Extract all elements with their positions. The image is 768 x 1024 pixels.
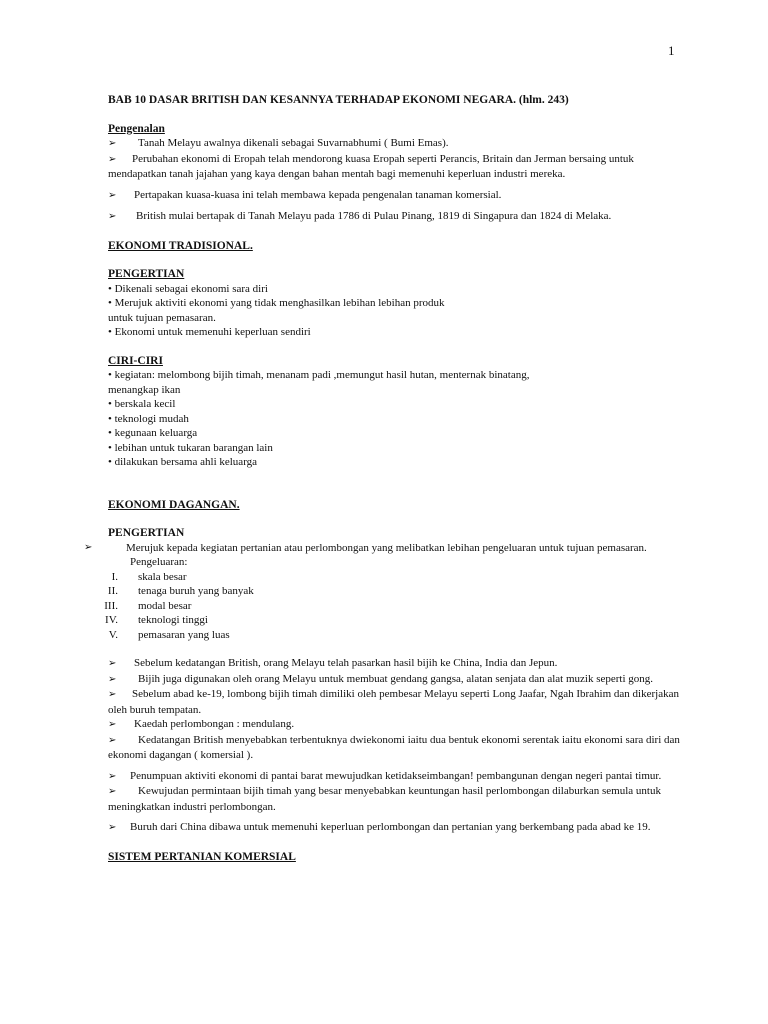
pengenalan-item: ➢ Pertapakan kuasa-kuasa ini telah membawa kepada pengenalan tanaman komersial. [108,188,688,204]
dagangan-definition: ➢ Merujuk kepada kegiatan pertanian atau perlombongan yang melibatkan lebihan pengeluaran untuk tujuan pemasaran. [84,541,647,554]
ciri-ciri-heading: CIRI-CIRI [108,354,163,367]
dagangan-pengertian-heading: PENGERTIAN [108,527,185,539]
dagangan-point: ➢ Buruh dari China dibawa untuk memenuhi keperluan perlombongan dan pertanian yang berkembang pada abad ke 19. [108,820,688,836]
pengertian-line: • Dikenali sebagai ekonomi sara diri [108,282,268,295]
arrow-bullet-icon: ➢ [108,189,117,201]
arrow-bullet-icon: ➢ [108,153,117,165]
arrow-bullet-icon: ➢ [108,719,117,730]
pengertian-line: untuk tujuan pemasaran. [108,311,216,324]
arrow-bullet-icon: ➢ [108,822,117,833]
ciri-line: • teknologi mudah [108,412,189,425]
pengenalan-heading: Pengenalan [108,122,165,135]
ekonomi-tradisional-heading: EKONOMI TRADISIONAL. [108,239,253,252]
arrow-bullet-icon: ➢ [108,138,117,149]
dagangan-point: ➢ Kaedah perlombongan : mendulang. [108,717,688,733]
sistem-pertanian-heading: SISTEM PERTANIAN KOMERSIAL [108,850,296,863]
dagangan-point: ➢ Bijih juga digunakan oleh orang Melayu untuk membuat gendang gangsa, alatan senjata dan alat muzik seperti gong. [108,672,688,688]
dagangan-point: ➢ Sebelum abad ke-19, lombong bijih timah dimiliki oleh pembesar Melayu seperti Long Jaafar, Ngah Ibrahim dan dikerjakan oleh buruh tempatan. [108,688,679,716]
arrow-bullet-icon: ➢ [84,541,93,553]
dagangan-point: ➢ Penumpuan aktiviti ekonomi di pantai barat mewujudkan ketidakseimbangan! pembangunan dengan negeri pantai timur. [108,769,688,785]
arrow-bullet-icon: ➢ [108,689,117,700]
pengeluaran-item: III. modal besar [104,599,192,612]
pengenalan-item: ➢ Perubahan ekonomi di Eropah telah mendorong kuasa Eropah seperti Perancis, Britain dan Jerman bersaing untuk mendapatkan tanah jajahan yang kaya dengan bahan mentah bagi memenuhi keperluan industri mereka. [108,152,634,180]
pengeluaran-item: IV. teknologi tinggi [105,614,208,626]
arrow-bullet-icon: ➢ [108,786,117,797]
arrow-bullet-icon: ➢ [108,673,117,685]
arrow-bullet-icon: ➢ [108,658,117,669]
ciri-line: • berskala kecil [108,398,176,410]
pengenalan-item: ➢ Tanah Melayu awalnya dikenali sebagai Suvarnabhumi ( Bumi Emas). [108,136,688,152]
pengeluaran-item: V. pemasaran yang luas [108,628,230,641]
ekonomi-dagangan-heading: EKONOMI DAGANGAN. [108,498,240,511]
ciri-line: • dilakukan bersama ahli keluarga [108,456,258,468]
dagangan-point: ➢ Sebelum kedatangan British, orang Melayu telah pasarkan hasil bijih ke China, India dan Jepun. [108,656,688,672]
pengertian-line: • Merujuk aktiviti ekonomi yang tidak menghasilkan lebihan lebihan produk [108,297,445,309]
document-title: BAB 10 DASAR BRITISH DAN KESANNYA TERHADAP EKONOMI NEGARA. (hlm. 243) [108,94,569,106]
page-number: 1 [668,43,675,58]
dagangan-point: ➢ Kedatangan British menyebabkan terbentuknya dwiekonomi iaitu dua bentuk ekonomi serentak iaitu ekonomi sara diri dan ekonomi dagangan ( komersial ). [108,733,680,761]
ciri-line: • kegunaan keluarga [108,427,198,439]
ciri-line: • kegiatan: melombong bijih timah, menanam padi ,memungut hasil hutan, menternak binatang, [108,369,530,381]
pengeluaran-item: II. tenaga buruh yang banyak [107,585,254,597]
pengertian-line: • Ekonomi untuk memenuhi keperluan sendiri [108,326,311,338]
pengertian-heading: PENGERTIAN [108,268,185,280]
arrow-bullet-icon: ➢ [108,770,117,782]
ciri-line: • lebihan untuk tukaran barangan lain [108,441,273,454]
document-body [84,93,688,864]
ciri-line: menangkap ikan [108,383,181,396]
dagangan-point: ➢ Kewujudan permintaan bijih timah yang besar menyebabkan keuntungan hasil perlombongan dilaburkan semula untuk meningkatkan industri perlombongan. [108,785,661,813]
pengeluaran-list [104,570,688,643]
arrow-bullet-icon: ➢ [108,211,117,222]
pengeluaran-label: Pengeluaran: [130,556,188,568]
pengeluaran-item: I. skala besar [111,570,187,583]
pengenalan-item: ➢ British mulai bertapak di Tanah Melayu pada 1786 di Pulau Pinang, 1819 di Singapura dan 1824 di Melaka. [108,209,688,225]
arrow-bullet-icon: ➢ [108,734,117,746]
